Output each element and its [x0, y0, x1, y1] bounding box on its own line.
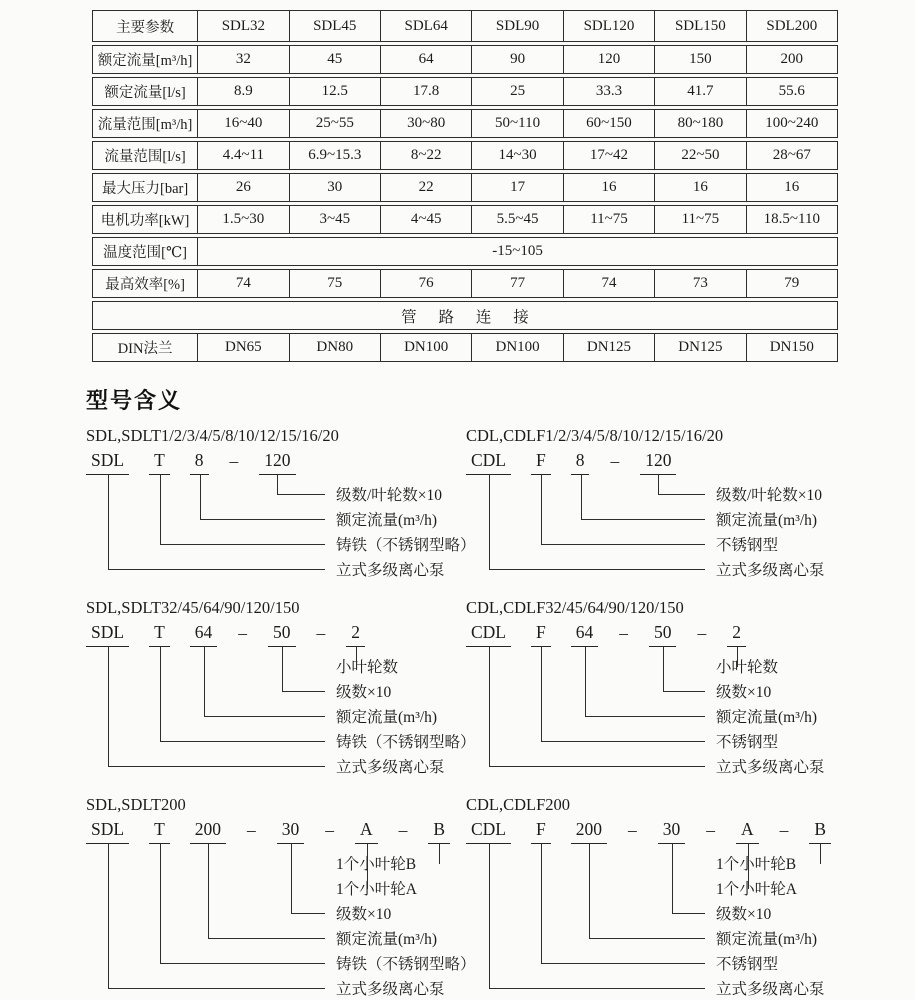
value-cell: 8~22: [381, 142, 472, 169]
value-cell: 77: [472, 270, 563, 297]
value-cell: 150: [655, 46, 746, 73]
value-cell: 25~55: [290, 110, 381, 137]
model-part-label: 1个小叶轮A: [336, 880, 417, 898]
code-token: 2: [346, 622, 365, 647]
value-cell: 17~42: [564, 142, 655, 169]
model-code-row: [86, 620, 466, 647]
code-token: SDL: [86, 450, 129, 475]
model-part-label: 额定流量(m³/h): [716, 930, 818, 948]
connector-line: [356, 646, 357, 667]
model-header-cell: SDL32: [198, 11, 289, 41]
connector-line: [737, 646, 738, 667]
code-token: F: [531, 622, 551, 647]
value-cell: DN125: [564, 334, 655, 361]
value-cell: 12.5: [290, 78, 381, 105]
value-cell: 25: [472, 78, 563, 105]
row-label-cell: 额定流量[m³/h]: [93, 46, 198, 73]
model-part-label: 额定流量(m³/h): [716, 511, 818, 529]
value-cell: 55.6: [778, 83, 805, 99]
model-header-cell: SDL45: [290, 11, 381, 41]
code-token: CDL: [466, 622, 511, 647]
model-header-cell: SDL120: [564, 11, 655, 41]
pipe-connection-cell: 管 路 连 接: [401, 308, 538, 326]
value-cell: 64: [381, 46, 472, 73]
span-value-cell: -15~105: [492, 243, 543, 259]
code-dash: –: [247, 820, 256, 840]
model-part-label: 立式多级离心泵: [336, 980, 445, 998]
table-row: [92, 333, 838, 362]
table-header-row: [92, 10, 838, 42]
spec-table: [92, 10, 838, 362]
table-row: [92, 77, 838, 106]
model-diagram: [466, 597, 906, 778]
value-cell: 4~45: [381, 206, 472, 233]
model-part-label: 铸铁（不锈钢型略）: [336, 733, 476, 751]
value-cell: 41.7: [655, 78, 746, 105]
code-token: A: [355, 819, 378, 844]
table-row: [92, 269, 838, 298]
value-cell: 11~75: [655, 206, 746, 233]
model-code-row: [86, 817, 466, 844]
connector-line: [748, 843, 749, 889]
value-cell: 73: [655, 270, 746, 297]
row-label-cell: 额定流量[l/s]: [93, 78, 198, 105]
value-cell: DN150: [769, 339, 814, 355]
code-dash: –: [697, 623, 707, 643]
model-series-title: CDL,CDLF32/45/64/90/120/150: [466, 598, 684, 617]
model-part-label: 级数/叶轮数×10: [336, 486, 443, 504]
model-part-label: 额定流量(m³/h): [336, 511, 438, 529]
model-diagram: [86, 794, 476, 1000]
code-token: CDL: [466, 450, 511, 475]
model-diagram: [86, 425, 476, 581]
value-cell: DN65: [198, 334, 289, 361]
value-cell: 26: [198, 174, 289, 201]
model-code-row: [86, 448, 466, 475]
code-token: 64: [190, 622, 218, 647]
table-row: [92, 237, 838, 266]
value-cell: 8.9: [198, 78, 289, 105]
model-series-title: CDL,CDLF200: [466, 795, 571, 814]
value-cell: 200: [780, 51, 804, 67]
code-dash: –: [706, 820, 715, 840]
code-dash: –: [779, 820, 789, 840]
model-part-label: 级数×10: [716, 905, 772, 923]
code-token: A: [736, 819, 759, 844]
model-header-cell: SDL64: [381, 11, 472, 41]
code-token: CDL: [466, 819, 511, 844]
connector-line: [108, 646, 326, 767]
code-token: F: [531, 450, 551, 475]
table-row: [92, 173, 838, 202]
model-diagram: [466, 425, 906, 581]
value-cell: 76: [381, 270, 472, 297]
value-cell: 22~50: [655, 142, 746, 169]
code-token: 30: [277, 819, 305, 844]
value-cell: DN100: [381, 334, 472, 361]
value-cell: 17: [472, 174, 563, 201]
model-part-label: 级数×10: [716, 683, 772, 701]
code-token: SDL: [86, 622, 129, 647]
connector-line: [489, 646, 706, 767]
row-label-cell: 最大压力[bar]: [93, 174, 198, 201]
code-dash: –: [238, 623, 248, 643]
param-header-cell: 主要参数: [93, 11, 198, 41]
value-cell: 32: [198, 46, 289, 73]
model-part-label: 额定流量(m³/h): [716, 708, 818, 726]
table-row: [92, 301, 838, 330]
code-token: 8: [571, 450, 590, 475]
value-cell: 1.5~30: [198, 206, 289, 233]
code-token: B: [428, 819, 450, 844]
value-cell: 75: [290, 270, 381, 297]
model-part-label: 立式多级离心泵: [716, 758, 825, 776]
value-cell: 16: [784, 179, 800, 195]
row-label-cell: 最高效率[%]: [93, 270, 198, 297]
value-cell: 50~110: [472, 110, 563, 137]
code-token: B: [809, 819, 831, 844]
connector-line: [367, 843, 368, 889]
connector-line: [820, 843, 821, 864]
model-part-label: 级数/叶轮数×10: [716, 486, 823, 504]
model-part-label: 1个小叶轮A: [716, 880, 797, 898]
value-cell: 22: [381, 174, 472, 201]
model-series-title: SDL,SDLT1/2/3/4/5/8/10/12/15/16/20: [86, 426, 339, 445]
code-dash: –: [619, 623, 628, 643]
code-dash: –: [325, 820, 335, 840]
connector-line: [489, 474, 706, 570]
model-header-cell: SDL200: [766, 17, 818, 34]
value-cell: 6.9~15.3: [290, 142, 381, 169]
model-part-label: 不锈钢型: [716, 955, 779, 973]
value-cell: 17.8: [381, 78, 472, 105]
value-cell: 100~240: [765, 115, 819, 131]
code-token: 64: [571, 622, 599, 647]
code-token: 200: [190, 819, 226, 844]
model-part-label: 铸铁（不锈钢型略）: [336, 536, 476, 554]
model-code-row: [466, 448, 906, 475]
model-diagrams: [86, 425, 915, 1000]
model-part-label: 额定流量(m³/h): [336, 930, 438, 948]
connector-line: [108, 474, 326, 570]
value-cell: 11~75: [564, 206, 655, 233]
value-cell: 16: [655, 174, 746, 201]
model-part-label: 小叶轮数: [336, 658, 399, 676]
code-token: 50: [649, 622, 677, 647]
row-label-cell: 流量范围[m³/h]: [93, 110, 198, 137]
value-cell: 33.3: [564, 78, 655, 105]
model-part-label: 不锈钢型: [716, 733, 779, 751]
model-part-label: 级数×10: [336, 905, 392, 923]
model-header-cell: SDL90: [472, 11, 563, 41]
value-cell: 14~30: [472, 142, 563, 169]
code-token: T: [149, 450, 170, 475]
model-part-label: 立式多级离心泵: [716, 561, 825, 579]
model-part-label: 级数×10: [336, 683, 392, 701]
model-series-title: SDL,SDLT32/45/64/90/120/150: [86, 598, 300, 617]
model-series-title: CDL,CDLF1/2/3/4/5/8/10/12/15/16/20: [466, 426, 724, 445]
code-token: 50: [268, 622, 296, 647]
value-cell: 30: [290, 174, 381, 201]
value-cell: DN100: [472, 334, 563, 361]
model-part-label: 1个小叶轮B: [336, 855, 417, 873]
model-diagram: [86, 597, 476, 778]
value-cell: 4.4~11: [198, 142, 289, 169]
connector-line: [439, 843, 440, 864]
code-dash: –: [229, 451, 239, 471]
code-token: 8: [190, 450, 209, 475]
value-cell: 74: [198, 270, 289, 297]
row-label-cell: 电机功率[kW]: [93, 206, 198, 233]
code-token: 30: [658, 819, 686, 844]
value-cell: 74: [564, 270, 655, 297]
code-token: 2: [727, 622, 746, 647]
value-cell: 16~40: [198, 110, 289, 137]
model-diagram: [466, 794, 906, 1000]
connector-line: [108, 843, 326, 989]
value-cell: 18.5~110: [763, 211, 820, 227]
value-cell: 3~45: [290, 206, 381, 233]
code-dash: –: [610, 451, 620, 471]
model-part-label: 铸铁（不锈钢型略）: [336, 955, 476, 973]
model-part-label: 立式多级离心泵: [336, 758, 445, 776]
code-token: T: [149, 819, 170, 844]
code-token: T: [149, 622, 170, 647]
value-cell: DN125: [655, 334, 746, 361]
value-cell: 45: [290, 46, 381, 73]
value-cell: 80~180: [655, 110, 746, 137]
value-cell: 120: [564, 46, 655, 73]
model-series-title: SDL,SDLT200: [86, 795, 186, 814]
code-dash: –: [627, 820, 637, 840]
model-part-label: 额定流量(m³/h): [336, 708, 438, 726]
value-cell: DN80: [290, 334, 381, 361]
value-cell: 90: [472, 46, 563, 73]
code-token: 200: [571, 819, 607, 844]
value-cell: 28~67: [772, 147, 811, 163]
value-cell: 60~150: [564, 110, 655, 137]
row-label-cell: 流量范围[l/s]: [93, 142, 198, 169]
value-cell: 5.5~45: [472, 206, 563, 233]
model-part-label: 立式多级离心泵: [716, 980, 825, 998]
model-code-row: [466, 817, 906, 844]
row-label-cell: 温度范围[℃]: [93, 238, 198, 265]
code-token: 120: [259, 450, 295, 475]
code-token: SDL: [86, 819, 129, 844]
table-row: [92, 109, 838, 138]
value-cell: 16: [564, 174, 655, 201]
model-part-label: 立式多级离心泵: [336, 561, 445, 579]
model-part-label: 1个小叶轮B: [716, 855, 797, 873]
section-title: 型号含义: [86, 388, 183, 413]
value-cell: 79: [784, 275, 800, 291]
table-row: [92, 205, 838, 234]
row-label-cell: DIN法兰: [93, 334, 198, 361]
model-part-label: 小叶轮数: [716, 658, 779, 676]
model-header-cell: SDL150: [655, 11, 746, 41]
model-code-row: [466, 620, 906, 647]
code-dash: –: [316, 623, 326, 643]
code-dash: –: [398, 820, 408, 840]
code-token: F: [531, 819, 551, 844]
table-row: [92, 141, 838, 170]
value-cell: 30~80: [381, 110, 472, 137]
table-row: [92, 45, 838, 74]
code-token: 120: [640, 450, 676, 475]
model-part-label: 不锈钢型: [716, 536, 779, 554]
connector-line: [489, 843, 706, 989]
